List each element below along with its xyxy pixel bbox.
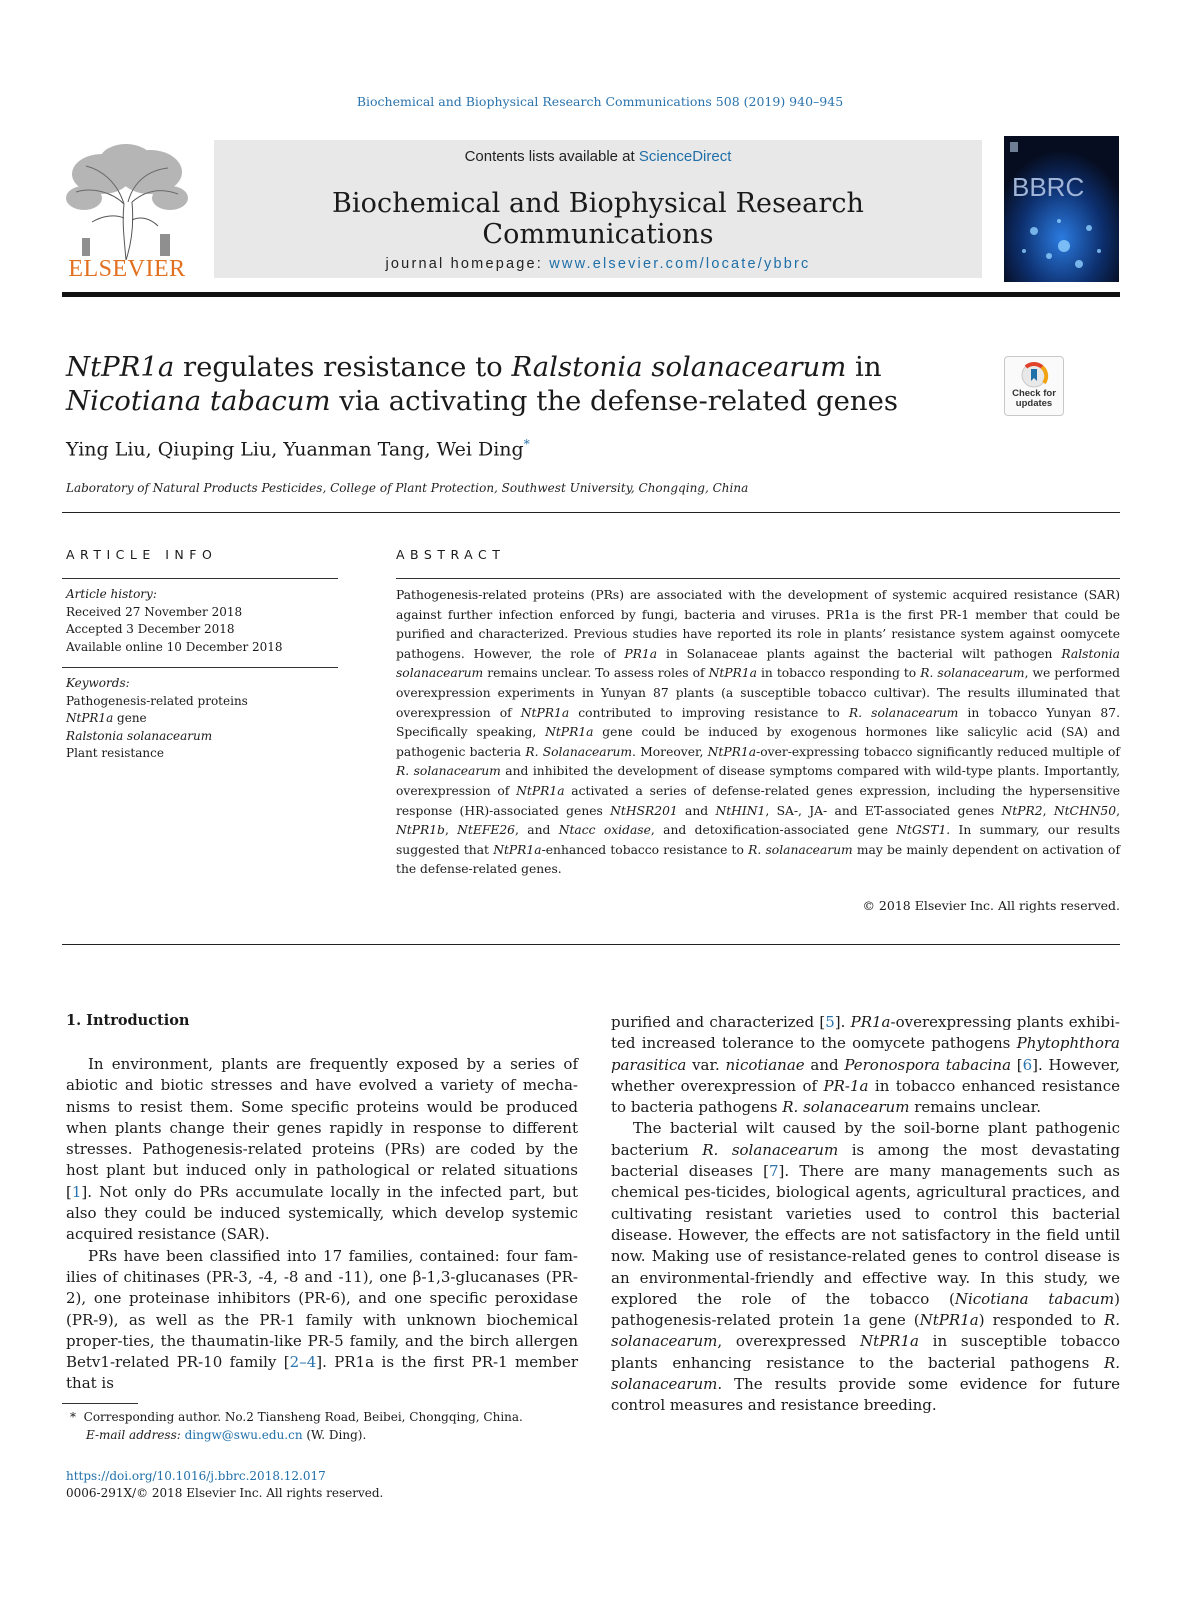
publisher-logo-text: ELSEVIER	[68, 256, 186, 282]
author-list: Ying Liu, Qiuping Liu, Yuanman Tang, Wei Ding	[66, 438, 524, 461]
ref-link[interactable]: 2–4	[289, 1353, 317, 1372]
abstract-heading: ABSTRACT	[396, 547, 506, 562]
footnote-mark: *	[70, 1410, 76, 1424]
header-rule	[62, 292, 1120, 297]
issn-line: 0006-291X/© 2018 Elsevier Inc. All rights reserved.	[66, 1486, 384, 1500]
badge-line-2: updates	[1015, 398, 1053, 409]
online-date: Available online 10 December 2018	[66, 639, 283, 654]
journal-cover-image[interactable]	[1004, 136, 1119, 282]
email-line	[70, 1426, 670, 1444]
body-right-column	[611, 1012, 1120, 1417]
doi-link[interactable]: https://doi.org/10.1016/j.bbrc.2018.12.017	[66, 1469, 326, 1483]
email-link[interactable]: dingw@swu.edu.cn	[184, 1428, 303, 1442]
update-bookmark-icon	[1022, 363, 1046, 387]
ref-link[interactable]: 1	[71, 1182, 82, 1201]
received-date: Received 27 November 2018	[66, 604, 243, 619]
ref-link[interactable]: 7	[769, 1162, 779, 1181]
article-info-heading: ARTICLE INFO	[66, 547, 218, 562]
contents-line	[214, 148, 982, 165]
contents-prefix: Contents lists available at	[464, 148, 639, 165]
intro-paragraph-1: In environment, plants are frequently exposed by a series of abiotic and biotic stresses and have evolved a variety of mecha-nisms to resist them. Some specific proteins would be produced when plants change their genes rapidly in response to different stresses. Pathogenesis-related proteins (PRs) are coded by the host plant but induced only in pathological or related situations [1]. Not only do PRs accumulate locally in the infected part, but also they could be induced systemically, which develop systemic acquired resistance (SAR).	[66, 1055, 578, 1244]
ref-link[interactable]: 6	[1022, 1055, 1033, 1074]
title-gene: NtPR1a	[66, 351, 175, 383]
ref-link[interactable]: 5	[825, 1013, 835, 1031]
abstract-rule	[396, 578, 1120, 579]
footnote-rule	[62, 1403, 138, 1404]
article-info-rule	[62, 578, 338, 579]
title-text-1: regulates resistance to	[174, 351, 512, 383]
journal-citation[interactable]: Biochemical and Biophysical Research Communications 508 (2019) 940–945	[356, 94, 844, 109]
sciencedirect-link[interactable]: ScienceDirect	[638, 148, 732, 165]
badge-line-1: Check for	[1012, 388, 1056, 399]
abstract-text: Pathogenesis-related proteins (PRs) are associated with the development of systemic acquired resistance (SAR) against further infection enforced by fungi, bacteria and viruses. PR1a is the first PR-1 member that could be purified and characterized. Previous studies have reported its role in plants’ resistance system against oomycete pathogens. However, the role of PR1a in Solanaceae plants against the bacterial wilt pathogen Ralstonia solanacearum remains unclear. To assess roles of NtPR1a in tobacco responding to R. solanacearum, we performed overexpression experiments in Yunyan 87 plants (a susceptible tobacco cultivar). The results illuminated that overexpression of NtPR1a contributed to improving resistance to R. solanacearum in tobacco Yunyan 87. Specifically speaking, NtPR1a gene could be induced by exogenous hormones like salicylic acid (SA) and pathogenic bacteria R. Solanacearum. Moreover, NtPR1a-over-expressing tobacco significantly reduced multiple of R. solanacearum and inhibited the development of disease symptoms compared with wild-type plants. Importantly, overexpression of NtPR1a activated a series of defense-related genes expression, including the hypersensitive response (HR)-associated genes NtHSR201 and NtHIN1, SA-, JA- and ET-associated genes NtPR2, NtCHN50, NtPR1b, NtEFE26, and Ntacc oxidase, and detoxification-associated gene NtGST1. In summary, our results suggested that NtPR1a-enhanced tobacco resistance to R. solanacearum may be mainly dependent on activation of the defense-related genes.	[396, 588, 1121, 877]
affiliation-rule	[62, 512, 1120, 513]
article-history	[66, 586, 346, 656]
keyword-2-rest: gene	[113, 711, 147, 725]
keyword-2	[66, 710, 346, 728]
title-pathogen: Ralstonia solanacearum	[511, 351, 847, 383]
keyword-3: Ralstonia solanacearum	[66, 728, 213, 743]
keyword-2-gene: NtPR1a	[66, 711, 114, 725]
keywords	[66, 675, 346, 763]
keywords-rule	[62, 667, 338, 668]
journal-name: Biochemical and Biophysical Research Communications	[331, 188, 865, 250]
intro-paragraph-2: PRs have been classified into 17 families, contained: four fam-ilies of chitinases (PR-3, -4, -8 and -11), one β-1,3-glucanases (PR-2), one proteinase inhibitors (PR-6), and one specific peroxidase (PR-9), as well as the PR-1 family with unknown biochemical proper-ties, the thaumatin-like PR-5 family, and the birch allergen Betv1-related PR-10 family [2–4]. PR1a is the first PR-1 member that is	[66, 1246, 578, 1393]
homepage-link[interactable]: www.elsevier.com/locate/ybbrc	[549, 256, 811, 272]
article-title	[66, 350, 946, 418]
keyword-1: Pathogenesis-related proteins	[66, 693, 248, 708]
homepage-prefix: journal homepage:	[385, 256, 550, 272]
corresponding-author-mark[interactable]: *	[523, 437, 530, 451]
intro-paragraph-2-cont: purified and characterized [5]. PR1a-overexpressing plants exhibi-ted increased tolerance to the oomycete pathogens Phytophthora parasitica var. nicotianae and Peronospora tabacina [6]. However, whether overexpression of PR-1a in tobacco enhanced resistance to bacteria pathogens R. solanacearum remains unclear.	[611, 1013, 1121, 1117]
email-suffix: (W. Ding).	[302, 1428, 367, 1442]
affiliation: Laboratory of Natural Products Pesticides, College of Plant Protection, Southwest University, Chongqing, China	[66, 481, 749, 495]
corresponding-author-text: Corresponding author. No.2 Tiansheng Road, Beibei, Chongqing, China.	[83, 1410, 523, 1424]
elsevier-tree-logo	[62, 142, 190, 260]
accepted-date: Accepted 3 December 2018	[66, 622, 235, 636]
footnote	[70, 1408, 670, 1444]
body-left-column	[66, 1054, 578, 1395]
keywords-label: Keywords:	[66, 676, 130, 690]
intro-paragraph-3: The bacterial wilt caused by the soil-borne plant pathogenic bacterium R. solanacearum is among the most devastating bacterial diseases [7]. There are many managements such as chemical pes-ticides, biological agents, agricultural practices, and cultivating resistant varieties used to control this bacterial disease. However, the effects are not satisfactory in the field until now. Making use of resistance-related genes to control disease is an environmental-friendly and effective way. In this study, we explored the role of the tobacco (Nicotiana tabacum) pathogenesis-related protein 1a gene (NtPR1a) responded to R. solanacearum, overexpressed NtPR1a in susceptible tobacco plants enhancing resistance to the bacterial pathogens R. solanacearum. The results provide some evidence for future control measures and resistance breeding.	[611, 1119, 1121, 1415]
introduction-heading: 1. Introduction	[66, 1012, 190, 1029]
title-text-3: via activating the defense-related genes	[330, 385, 898, 417]
abstract-copyright: © 2018 Elsevier Inc. All rights reserved.	[862, 898, 1120, 913]
keyword-4: Plant resistance	[66, 746, 164, 760]
journal-homepage	[214, 256, 982, 272]
email-label: E-mail address:	[86, 1428, 181, 1442]
abstract-end-rule	[62, 944, 1120, 945]
authors	[66, 437, 966, 460]
cover-title: BBRC	[1012, 172, 1085, 202]
corresponding-author-note	[70, 1408, 670, 1426]
check-for-updates-badge[interactable]	[1004, 356, 1064, 416]
history-label: Article history:	[66, 587, 157, 601]
title-text-2: in	[846, 351, 882, 383]
title-host: Nicotiana tabacum	[66, 385, 331, 417]
doi-block	[66, 1468, 383, 1502]
